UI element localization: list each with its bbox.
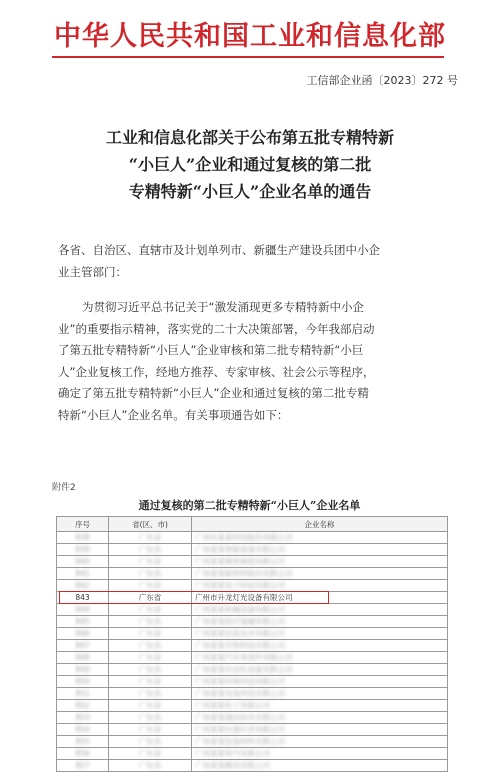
table-row: [57, 664, 448, 676]
row-province: 广东省: [109, 592, 192, 604]
row-company-name: 广州某某自动化设备有限公司: [192, 664, 448, 676]
row-company-name: 广州某某信息技术有限公司: [192, 628, 448, 640]
row-province: 广东省: [109, 760, 192, 772]
row-province: 广东省: [109, 724, 192, 736]
table-row: [57, 736, 448, 748]
row-company-name: 广州某某生物科技有限公司: [192, 640, 448, 652]
row-company-name: 广州某某通信技术有限公司: [192, 712, 448, 724]
row-company-name: 广州市升龙灯光设备有限公司: [192, 592, 448, 604]
row-province: 广东省: [109, 676, 192, 688]
table-row: [57, 688, 448, 700]
row-company-name: 广州某某医疗器械有限公司: [192, 616, 448, 628]
row-province: 广东省: [109, 568, 192, 580]
table-row: [57, 544, 448, 556]
row-number: 842: [57, 580, 109, 592]
table-row: [57, 676, 448, 688]
row-company-name: 广州某某模具有限公司: [192, 760, 448, 772]
row-province: 广东省: [109, 712, 192, 724]
attachment-label: 附件2: [52, 483, 76, 493]
row-number: 857: [57, 760, 109, 772]
body-line: 为贯彻习近平总书记关于“激发涌现更多专精特新中小企: [82, 300, 364, 314]
notice-title-line: 专精特新“小巨人”企业名单的通告: [128, 182, 372, 201]
row-company-name: 广州某某智能装备有限公司: [192, 544, 448, 556]
row-number: 841: [57, 568, 109, 580]
row-company-name: 广州某某精密制造有限公司: [192, 556, 448, 568]
row-number: 845: [57, 616, 109, 628]
body-line: 特新“小巨人”企业名单。有关事项通告如下：: [58, 407, 289, 422]
row-number: 849: [57, 664, 109, 676]
ministry-header: 中华人民共和国工业和信息化部: [54, 21, 446, 52]
row-province: 广东省: [109, 616, 192, 628]
document-number: 工信部企业函〔2023〕272 号: [306, 74, 458, 87]
row-province: 广东省: [109, 748, 192, 760]
body-line: 人”企业复核工作，经地方推荐、专家审核、社会公示等程序，: [58, 364, 375, 379]
row-province: 广东省: [109, 640, 192, 652]
table-row: [57, 616, 448, 628]
body-line: 业”的重要指示精神，落实党的二十大决策部署，今年我部启动: [58, 321, 375, 336]
table-row: [57, 604, 448, 616]
row-province: 广东省: [109, 664, 192, 676]
column-header-company: 企业名称: [192, 517, 448, 532]
row-number: 848: [57, 652, 109, 664]
column-header-province: 省(区、市): [109, 517, 192, 532]
table-row: [57, 712, 448, 724]
table-row: [57, 532, 448, 544]
row-province: 广东省: [109, 688, 192, 700]
row-number: 852: [57, 700, 109, 712]
notice-title-line: 工业和信息化部关于公布第五批专精特新: [105, 128, 394, 147]
row-number: 844: [57, 604, 109, 616]
table-row: [57, 700, 448, 712]
row-company-name: 广州某某包装材料有限公司: [192, 736, 448, 748]
row-province: 广东省: [109, 652, 192, 664]
salutation-line: 业主管部门：: [58, 264, 127, 279]
table-title: 通过复核的第二批专精特新“小巨人”企业名单: [138, 499, 361, 512]
row-province: 广东省: [109, 628, 192, 640]
row-number: 840: [57, 556, 109, 568]
table-row: [57, 628, 448, 640]
row-province: 广东省: [109, 544, 192, 556]
row-province: 广东省: [109, 604, 192, 616]
row-number: 839: [57, 544, 109, 556]
body-line: 确定了第五批专精特新“小巨人”企业和通过复核的第二批专精: [58, 386, 369, 400]
table-row: [57, 760, 448, 772]
notice-title-line: “小巨人”企业和通过复核的第二批: [128, 155, 372, 174]
notice-title: [40, 124, 460, 205]
highlighted-table-row: [57, 592, 448, 604]
table-row: [57, 580, 448, 592]
row-number: 853: [57, 712, 109, 724]
row-company-name: 广州某某仪器仪表有限公司: [192, 724, 448, 736]
company-table: [56, 516, 448, 772]
row-company-name: 广州某某化工有限公司: [192, 700, 448, 712]
row-number: 838: [57, 532, 109, 544]
row-number: 854: [57, 724, 109, 736]
table-row: [57, 640, 448, 652]
table-header-row: [57, 517, 448, 532]
salutation: [58, 240, 448, 283]
notice-body: [58, 240, 448, 426]
body-line: 了第五批专精特新“小巨人”企业审核和第二批专精特新“小巨: [58, 343, 364, 357]
row-company-name: 广州某某汽车零部件有限公司: [192, 652, 448, 664]
header-divider: [52, 56, 444, 58]
row-province: 广东省: [109, 580, 192, 592]
table-body: [57, 532, 448, 772]
row-province: 广东省: [109, 700, 192, 712]
row-company-name: 广州某某环保科技有限公司: [192, 676, 448, 688]
row-number: 850: [57, 676, 109, 688]
row-number: 855: [57, 736, 109, 748]
table-row: [57, 652, 448, 664]
row-company-name: 广州某某电气有限公司: [192, 748, 448, 760]
row-company-name: 广州某某新材料股份有限公司: [192, 568, 448, 580]
table-row: [57, 568, 448, 580]
column-header-number: 序号: [57, 517, 109, 532]
row-company-name: 广州某某电子科技有限公司: [192, 580, 448, 592]
row-company-name: 广州某某机械设备有限公司: [192, 604, 448, 616]
row-province: 广东省: [109, 556, 192, 568]
table-row: [57, 556, 448, 568]
row-company-name: 广州某某光电科技有限公司: [192, 688, 448, 700]
row-number: 847: [57, 640, 109, 652]
row-province: 广东省: [109, 532, 192, 544]
row-number: 843: [57, 592, 109, 604]
salutation-line: 各省、自治区、直辖市及计划单列市、新疆生产建设兵团中小企: [58, 243, 380, 257]
body-paragraph: [58, 297, 448, 426]
row-province: 广东省: [109, 736, 192, 748]
table-row: [57, 724, 448, 736]
row-number: 856: [57, 748, 109, 760]
row-number: 846: [57, 628, 109, 640]
row-company-name: 广州市某某科技股份有限公司: [192, 532, 448, 544]
row-number: 851: [57, 688, 109, 700]
